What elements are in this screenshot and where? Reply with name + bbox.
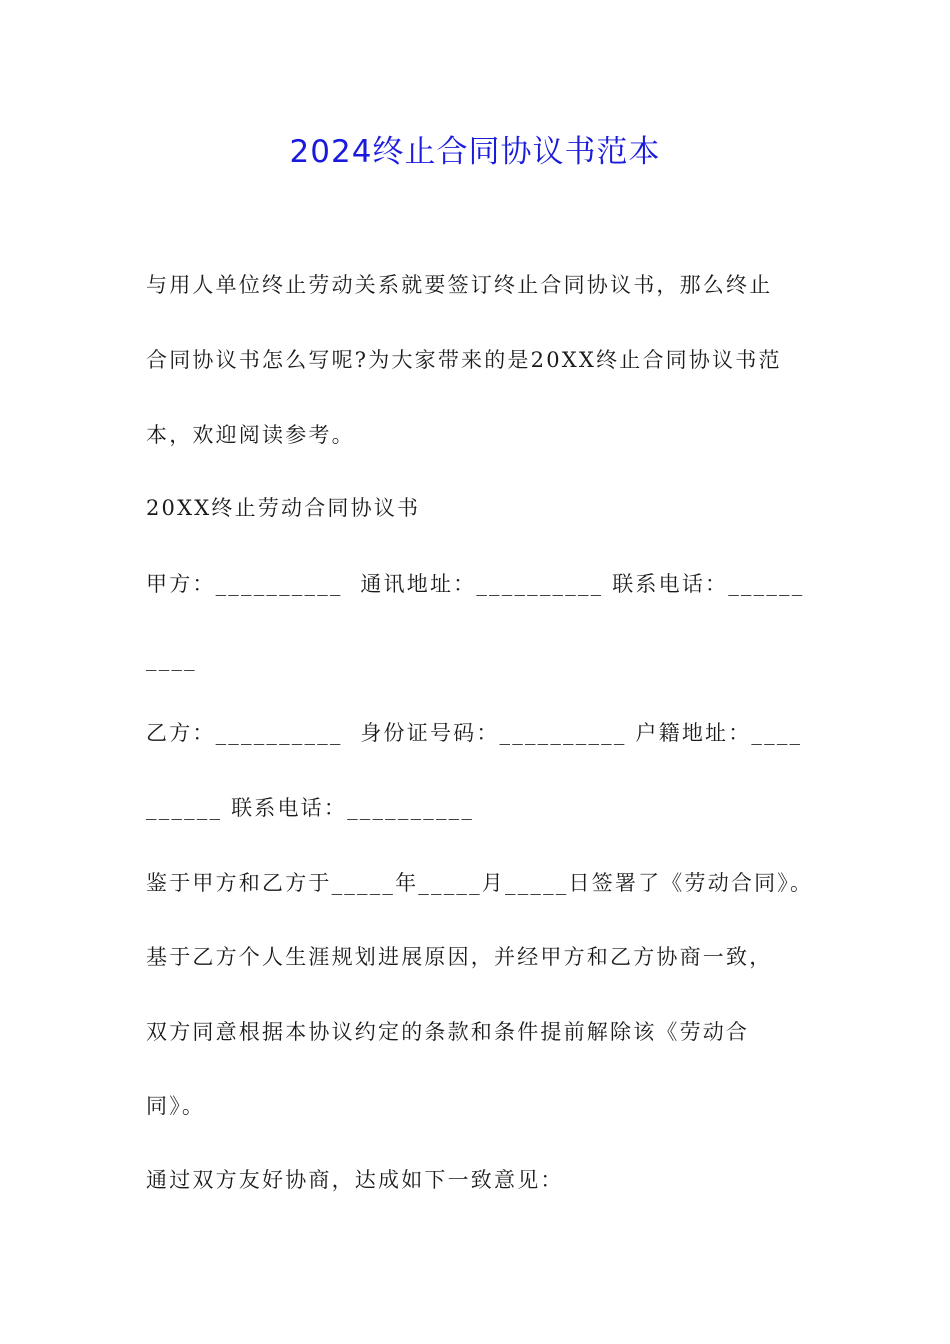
body-line-11: 双方同意根据本协议约定的条款和条件提前解除该《劳动合 [146,1020,750,1044]
party-a-line: 甲方：__________ 通讯地址：__________ 联系电话：______ [146,572,805,596]
body-line-9: 鉴于甲方和乙方于_____年_____月_____日签署了《劳动合同》。 [146,871,814,895]
party-b-line: 乙方：__________ 身份证号码：__________ 户籍地址：____ [146,721,803,745]
body-line-2: 合同协议书怎么写呢?为大家带来的是20XX终止合同协议书范 [146,348,782,372]
body-line-12: 同》。 [146,1094,206,1118]
document-title: 2024终止合同协议书范本 [289,134,661,170]
body-line-1: 与用人单位终止劳动关系就要签订终止合同协议书，那么终止 [146,273,773,297]
body-line-3: 本，欢迎阅读参考。 [146,423,355,447]
body-line-13: 通过双方友好协商，达成如下一致意见： [146,1168,564,1192]
body-line-10: 基于乙方个人生涯规划进展原因，并经甲方和乙方协商一致， [146,945,773,969]
party-b-line-continued: ______ 联系电话：__________ [146,796,475,820]
section-heading: 20XX终止劳动合同协议书 [146,496,421,520]
party-a-line-continued: ____ [146,647,197,671]
